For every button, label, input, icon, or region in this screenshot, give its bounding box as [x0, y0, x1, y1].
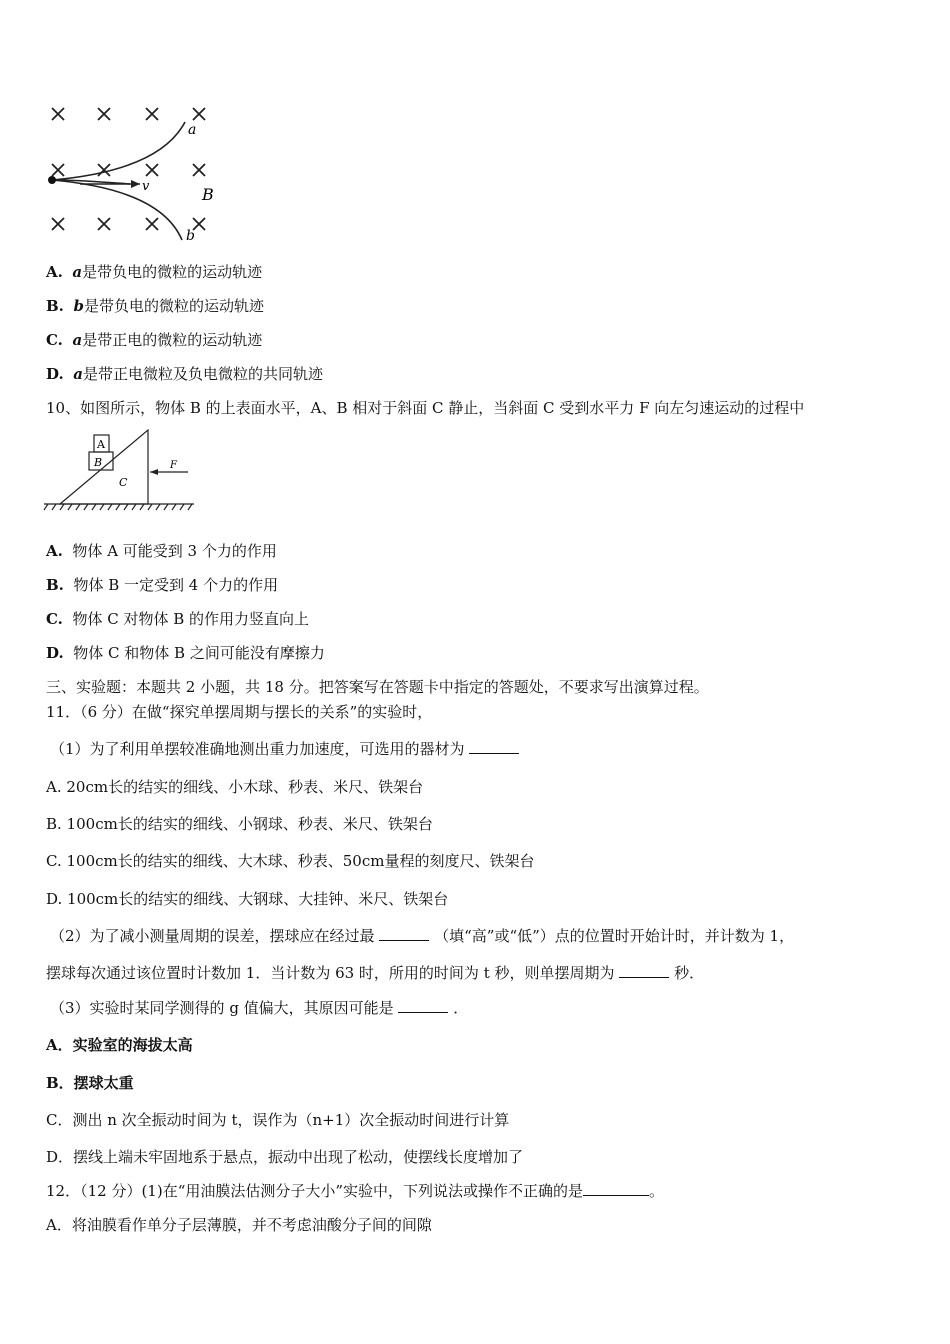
q11-p3-option-a: A．实验室的海拔太高 — [46, 1036, 193, 1054]
svg-text:C: C — [119, 476, 128, 489]
magnetic-field-figure — [40, 100, 230, 250]
q11-p3-option-b: B．摆球太重 — [46, 1074, 134, 1092]
svg-text:A: A — [97, 438, 105, 451]
label-B: B — [202, 185, 214, 204]
q10-option-a: A. 物体 A 可能受到 3 个力的作用 — [46, 542, 277, 560]
q10-stem: 10、如图所示，物体 B 的上表面水平，A、B 相对于斜面 C 静止，当斜面 C 受到水平力 F 向左匀速运动的过程中 — [46, 399, 805, 417]
q12-option-a: A．将油膜看作单分子层薄膜，并不考虑油酸分子间的间隙 — [46, 1216, 432, 1234]
particle-dot — [48, 176, 56, 184]
q11-part3: （3）实验时某同学测得的 g 值偏大，其原因可能是 ． — [50, 999, 469, 1017]
q12-stem: 12．（12 分）(1)在“用油膜法估测分子大小”实验中，下列说法或操作不正确的是 。 — [46, 1182, 665, 1200]
ground-hatch — [44, 504, 192, 510]
trajectory-a — [52, 122, 185, 180]
section-heading: 三、实验题：本题共 2 小题，共 18 分。把答案写在答题卡中指定的答题处，不要求写出演算过程。 — [46, 678, 709, 696]
q9-option-a: A. a是带负电的微粒的运动轨迹 — [46, 263, 263, 281]
q11-stem: 11．（6 分）在做“探究单摆周期与摆长的关系”的实验时， — [46, 703, 433, 721]
q11-p3-option-c: C．测出 n 次全振动时间为 t，误作为（n+1）次全振动时间进行计算 — [46, 1111, 510, 1129]
q11-p1-option-d: D. 100cm长的结实的细线、大钢球、大挂钟、米尺、铁架台 — [46, 890, 449, 908]
svg-text:B: B — [94, 456, 103, 469]
q11-part2: （2）为了减小测量周期的误差，摆球应在经过最 （填“高”或“低”）点的位置时开始计时，并计数为 1， — [50, 927, 795, 945]
incline-figure — [42, 428, 202, 518]
q11-p1-option-c: C. 100cm长的结实的细线、大木球、秒表、50cm量程的刻度尺、铁架台 — [46, 852, 535, 870]
label-a: a — [188, 122, 197, 138]
label-v: v — [142, 179, 150, 194]
q10-option-b: B. 物体 B 一定受到 4 个力的作用 — [46, 576, 279, 594]
q9-option-c: C. a是带正电的微粒的运动轨迹 — [46, 331, 263, 349]
q11-part2-cont: 摆球每次通过该位置时计数加 1．当计数为 63 时，所用的时间为 t 秒，则单摆周期为 秒． — [46, 964, 705, 982]
label-b: b — [186, 228, 195, 244]
q11-p1-option-a: A. 20cm长的结实的细线、小木球、秒表、米尺、铁架台 — [46, 778, 424, 796]
q9-option-d: D. a是带正电微粒及负电微粒的共同轨迹 — [46, 365, 323, 383]
trajectory-b — [52, 180, 182, 240]
q11-p1-option-b: B. 100cm长的结实的细线、小钢球、秒表、米尺、铁架台 — [46, 815, 433, 833]
q9-option-b: B. b是带负电的微粒的运动轨迹 — [46, 297, 264, 315]
q11-part1: （1）为了利用单摆较准确地测出重力加速度，可选用的器材为 — [50, 739, 519, 759]
q10-option-d: D. 物体 C 和物体 B 之间可能没有摩擦力 — [46, 644, 325, 662]
q11-p3-option-d: D．摆线上端未牢固地系于悬点，振动中出现了松动，使摆线长度增加了 — [46, 1148, 524, 1166]
q10-option-c: C. 物体 C 对物体 B 的作用力竖直向上 — [46, 610, 310, 628]
svg-text:F: F — [170, 460, 177, 471]
